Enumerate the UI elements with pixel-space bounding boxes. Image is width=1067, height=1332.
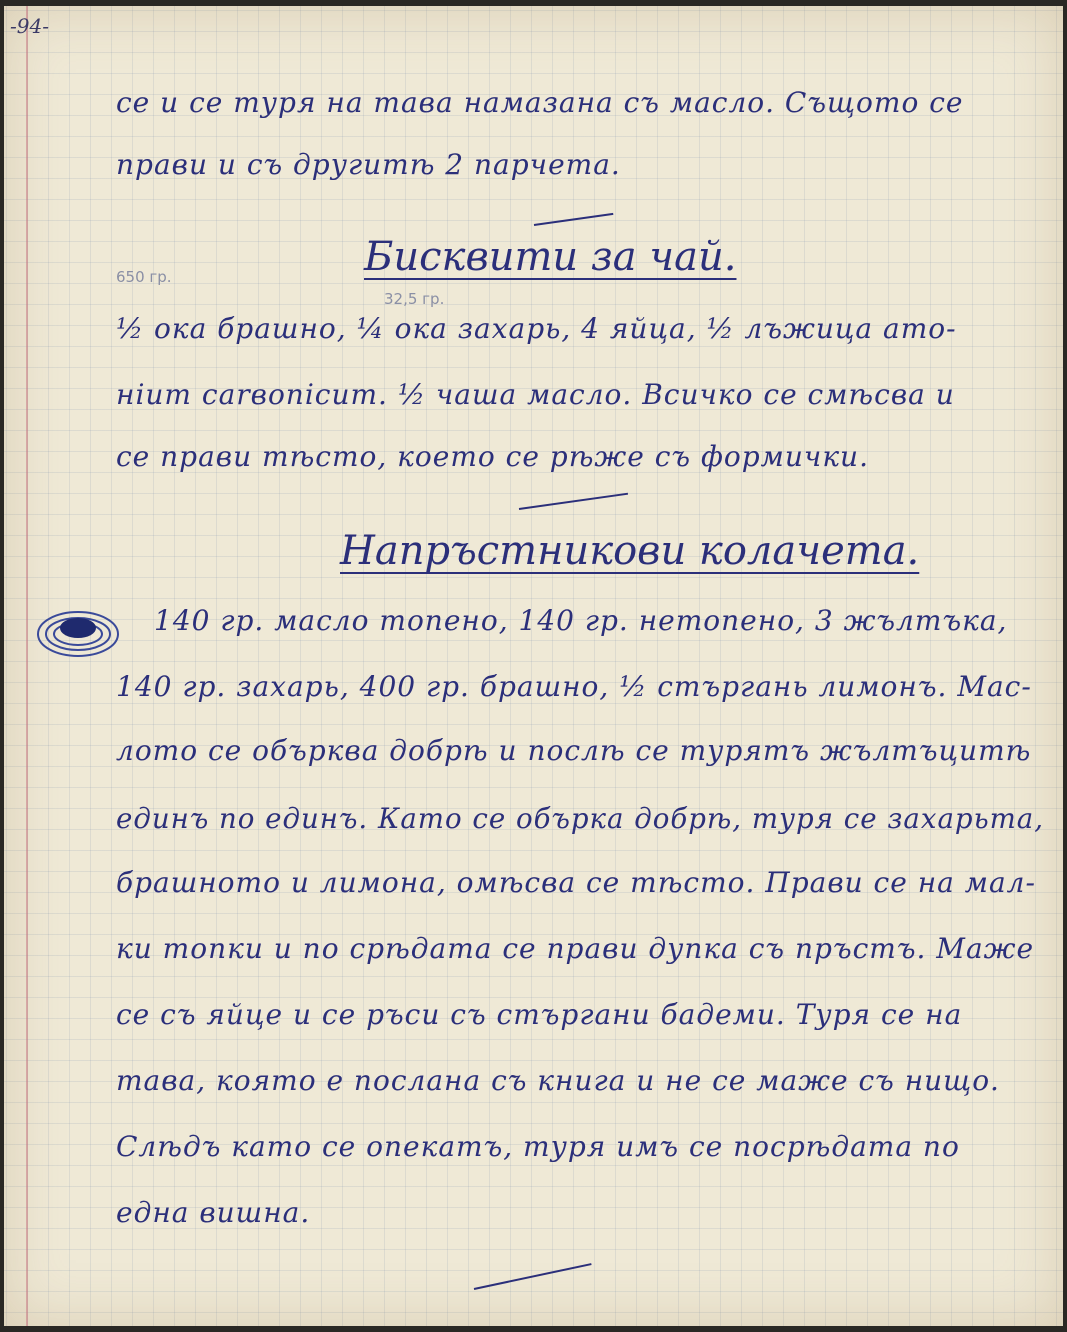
- text-line: ½ ока брашно, ¼ ока захарь, 4 яйца, ½ лъжица ато-: [116, 312, 957, 345]
- text-line: ніит саrвопісит. ½ чаша масло. Всичко се смѣсва и: [116, 378, 955, 411]
- text-line: единъ по единъ. Като се обърка добрѣ, туря се захарьта,: [116, 802, 1045, 835]
- text-line: една вишна.: [116, 1196, 311, 1229]
- text-line: лото се обърква добрѣ и послѣ се турятъ жълтъцитѣ: [116, 734, 1032, 767]
- text-line: ки топки и по срѣдата се прави дупка съ пръстъ. Маже: [116, 932, 1035, 965]
- pencil-note-flour: 650 гр.: [116, 268, 172, 286]
- end-flourish-stroke: [474, 1263, 592, 1290]
- text-line: се и се туря на тава намазана съ масло. Същото се: [116, 86, 964, 119]
- ink-scribble-icon: [34, 604, 124, 669]
- recipe-title: Напръстникови колачета.: [340, 528, 920, 574]
- margin-line: [26, 6, 28, 1326]
- text-line: прави и съ другитѣ 2 парчета.: [116, 148, 621, 181]
- page-number: -94-: [10, 14, 49, 38]
- notebook-page: [4, 6, 1063, 1326]
- title-overline-stroke: [519, 493, 628, 510]
- text-line: се прави тѣсто, което се рѣже съ формички.: [116, 440, 869, 473]
- title-overline-stroke: [534, 213, 613, 226]
- text-line: Слѣдъ като се опекатъ, туря имъ се посрѣдата по: [116, 1130, 960, 1163]
- text-line: 140 гр. захарь, 400 гр. брашно, ½ стъргань лимонъ. Мас-: [116, 670, 1032, 703]
- text-line: 140 гр. масло топено, 140 гр. нетопено, 3 жълтъка,: [154, 604, 1008, 637]
- recipe-title: Бисквити за чай.: [364, 234, 737, 280]
- pencil-note-sugar: 32,5 гр.: [384, 290, 445, 308]
- text-line: брашното и лимона, омѣсва се тѣсто. Прави се на мал-: [116, 866, 1036, 899]
- text-line: тава, която е послана съ книга и не се маже съ нищо.: [116, 1064, 1000, 1097]
- text-line: се съ яйце и се ръси съ стъргани бадеми. Туря се на: [116, 998, 963, 1031]
